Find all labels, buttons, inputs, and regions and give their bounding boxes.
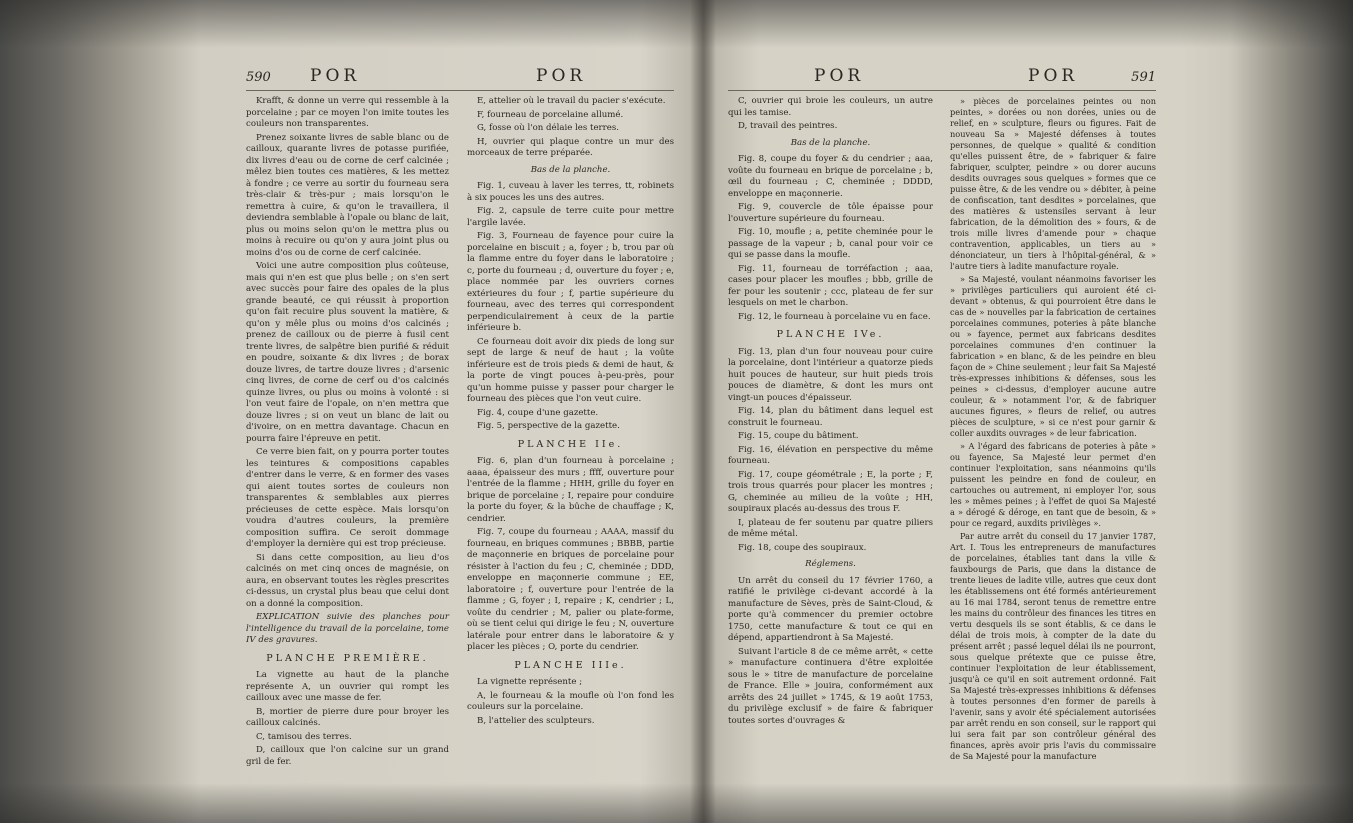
plate-heading: PLANCHE PREMIÈRE. bbox=[266, 652, 429, 664]
right-column-2 bbox=[950, 96, 1156, 764]
paragraph: F, fourneau de porcelaine allumé. bbox=[477, 109, 624, 120]
paragraph: B, l'attelier des sculpteurs. bbox=[477, 715, 595, 726]
paragraph: A, le fourneau & la moufle où l'on fond les couleurs sur la porcelaine. bbox=[467, 690, 674, 712]
paragraph: Fig. 15, coupe du bâtiment. bbox=[738, 431, 859, 441]
paragraph: Suivant l'article 8 de ce même arrêt, « cette » manufacture continuera d'être exploitée sous le » titre de manufacture de porcelaine de France. Elle » jouira, conformément aux arrêts des 24 juillet » 1745, & 19 août 1753, du privilège exclusif » de faire & fabriquer toutes sortes d'ouvrages & bbox=[728, 646, 933, 726]
paragraph: » Sa Majesté, voulant néanmoins favoriser les » privilèges particuliers qui auroient été ci-devant » obtenus, & qui pourroient être dans le cas de » nouvelles par la fabrication de certaines porcelaines communes, poteries à pâte blanche ou » fayence, permet aux fabricans desdites porcelaines communes d'en continuer la fabrication » en blanc, & de les peindre en bleu façon de » Chine seulement ; leur fait Sa Majesté très-expresses inhibitions & défenses, sous les peines » ci-dessus, d'employer aucune autre couleur, & » notamment l'or, & de fabriquer aucunes figures, » fleurs de relief, ou autres pièces de sculpture, » si ce n'est pour garnir & coller auxdits ouvrages » de leur fabrication. bbox=[950, 274, 1156, 438]
plate-heading: PLANCHE IIe. bbox=[517, 438, 624, 450]
page-number: 590 bbox=[246, 70, 271, 85]
paragraph: Fig. 2, capsule de terre cuite pour mettre l'argile lavée. bbox=[467, 206, 674, 228]
paragraph: Fig. 12, le fourneau à porcelaine vu en face. bbox=[738, 311, 931, 322]
paragraph: Un arrêt du conseil du 17 février 1760, a ratifié le privilège ci-devant accordé à la manufacture de Sèves, près de Saint-Cloud, & porte qu'à commencer du premier octobre 1750, cette manufacture & tout ce qui en dépend, appartiendront à Sa Majesté. bbox=[728, 575, 933, 643]
paragraph: Fig. 11, fourneau de torréfaction ; aaa, cases pour placer les moufles ; bbb, grille de fer pour les soutenir ; ccc, plateau de fer sur lesquels on met le charbon. bbox=[728, 263, 933, 308]
paragraph: Fig. 17, coupe géométrale ; E, la porte ; F, trois trous quarrés pour placer les montres ; G, cheminée au milieu de la voûte ; HH, soupiraux placés au-dessus des trous F. bbox=[728, 469, 933, 514]
paragraph: Ce fourneau doit avoir dix pieds de long sur sept de large & neuf de haut ; la voûte inférieure est de trois pieds & demi de haut, & la porte de vingt pouces à-peu-près, pour qu'un homme puisse y passer pour charger le fourneau des pièces que l'on veut cuire. bbox=[467, 336, 674, 404]
running-head: POR bbox=[310, 66, 361, 86]
paragraph: D, travail des peintres. bbox=[738, 121, 838, 131]
page-shadow-top bbox=[0, 0, 1353, 48]
paragraph: C, tamisou des terres. bbox=[256, 731, 352, 742]
header-rule bbox=[246, 90, 674, 91]
book-gutter bbox=[690, 0, 716, 823]
paragraph: Fig. 9, couvercle de tôle épaisse pour l'ouverture supérieure du fourneau. bbox=[728, 202, 933, 224]
section-heading: EXPLICATION suivie des planches pour l'intelligence du travail de la porcelaine, tome IV des gravures. bbox=[246, 612, 449, 645]
paragraph: Krafft, & donne un verre qui ressemble à la porcelaine ; par ce moyen l'on imite toutes les couleurs non transparentes. bbox=[246, 96, 449, 129]
paragraph: Fig. 14, plan du bâtiment dans lequel est construit le fourneau. bbox=[728, 406, 933, 428]
paragraph: Fig. 5, perspective de la gazette. bbox=[477, 421, 620, 431]
paragraph: G, fosse où l'on délaie les terres. bbox=[477, 123, 619, 133]
right-column-1 bbox=[728, 96, 933, 729]
paragraph: Fig. 4, coupe d'une gazette. bbox=[477, 407, 599, 418]
paragraph: E, attelier où le travail du pacier s'exécute. bbox=[477, 96, 666, 106]
paragraph: Fig. 16, élévation en perspective du même fourneau. bbox=[728, 444, 933, 466]
paragraph: Voici une autre composition plus coûteuse, mais qui n'en est que plus belle ; on s'en sert avec succès pour faire des opales de la plus grande beauté, ce qui réussit à proportion qu'on fait recuire plus souvent la matière, & qu'on y mêle plus ou moins d'os calcinés ; prenez de cailloux ou de pierre à fusil cent trente livres, de salpêtre bien purifié & réduit en poudre, soixante & dix livres ; de borax douze livres, de tartre douze livres ; d'arsenic cinq livres, de corne de cerf ou d'os calcinés quinze livres, ou plus ou moins à volonté : si l'on veut faire de l'opale, on n'en mettra que douze livres ; si on veut un blanc de lait ou d'ivoire, on en mettra davantage. Chacun en pourra faire l'épreuve en petit. bbox=[246, 261, 449, 444]
header-rule bbox=[728, 90, 1156, 91]
paragraph: C, ouvrier qui broie les couleurs, un autre qui les tamise. bbox=[728, 96, 933, 118]
paragraph: La vignette représente ; bbox=[477, 677, 583, 687]
page-number: 591 bbox=[1131, 70, 1156, 85]
paragraph: Fig. 18, coupe des soupiraux. bbox=[738, 542, 867, 553]
subheading: Bas de la planche. bbox=[790, 137, 871, 148]
paragraph: Par autre arrêt du conseil du 17 janvier 1787, Art. I. Tous les entrepreneurs de manufactures de porcelaines, établies tant dans la ville & fauxbourgs de Paris, que dans la distance de trente lieues de ladite ville, autres que ceux dont les établissemens ont été formés antérieurement au 16 mai 1784, seront tenus de remettre entre les mains du contrôleur des finances les titres en vertu desquels ils se sont établis, & ce dans le délai de trois mois, à compter de la date du présent arrêt ; passé lequel délai ils ne pourront, sous quelque prétexte que ce puisse être, continuer l'exploitation de leur établissement, jusqu'à ce qu'il en soit autrement ordonné. Fait Sa Majesté très-expresses inhibitions & défenses à toutes personnes d'en former de pareils à l'avenir, sans y avoir été spécialement autorisées par arrêt rendu en son conseil, sur le rapport qui lui sera fait par son contrôleur général des finances, après avoir pris l'avis du commissaire de Sa Majesté pour la manufacture bbox=[950, 531, 1156, 761]
paragraph: Fig. 6, plan d'un fourneau à porcelaine ; aaaa, épaisseur des murs ; ffff, ouverture pour l'entrée de la flamme ; HHH, grille du foyer en brique de porcelaine ; I, repaire pour conduire la porte du foyer, & la bûche de chauffage ; K, cendrier. bbox=[467, 456, 674, 524]
plate-heading: PLANCHE IIIe. bbox=[514, 659, 627, 671]
paragraph: Fig. 3, Fourneau de fayence pour cuire la porcelaine en biscuit ; a, foyer ; b, trou par où la flamme entre du foyer dans le laboratoire ; c, porte du fourneau ; d, ouverture du foyer ; e, place nommée par les ouvriers cornes extérieures du four ; f, partie supérieure du fourneau, avec des terres qui correspondent perpendiculairement à ceux de la partie inférieure b. bbox=[467, 231, 674, 333]
right-page bbox=[728, 66, 1156, 766]
paragraph: H, ouvrier qui plaque contre un mur des morceaux de terre préparée. bbox=[467, 136, 674, 158]
paragraph: Prenez soixante livres de sable blanc ou de cailloux, quarante livres de potasse purifiée, dix livres d'eau ou de corne de cerf calcinée ; mêlez bien toutes ces matières, & les mettez à fondre ; ce verre au sortir du fourneau sera très-clair & très-pur ; mais lorsqu'on le remettra à cuire, & qu'on le travaillera, il deviendra semblable à l'opale ou blanc de lait, plus ou moins selon qu'on le mettra plus ou moins à recuire ou qu'on y aura joint plus ou moins d'os ou de corne de cerf calcinée. bbox=[246, 132, 449, 258]
running-head: POR bbox=[814, 66, 865, 86]
left-column-1 bbox=[246, 96, 449, 770]
paragraph: Fig. 13, plan d'un four nouveau pour cuire la porcelaine, dont l'intérieur a quatorze pieds huit pouces de hauteur, sur huit pieds trois pouces de diamètre, & dont les murs ont vingt-un pouces d'épaisseur. bbox=[728, 346, 933, 403]
subheading: Bas de la planche. bbox=[530, 164, 611, 175]
running-head: POR bbox=[1028, 66, 1079, 86]
subheading: Réglemens. bbox=[805, 559, 856, 569]
left-column-2 bbox=[467, 96, 674, 729]
paragraph: Si dans cette composition, au lieu d'os calcinés on met cinq onces de magnésie, on aura, en observant toutes les règles prescrites ci-dessus, un crystal plus beau que celui dont on a donné la composition. bbox=[246, 552, 449, 609]
paragraph: » pièces de porcelaines peintes ou non peintes, » dorées ou non dorées, unies ou de relief, en » sculpture, fleurs ou figures. Fait de nouveau Sa » Majesté défenses à toutes personnes, de quelque » qualité & condition qu'elles puissent être, de » fabriquer & faire fabriquer, sculpter, peindre » ou dorer aucuns desdits ouvrages sous quelques » formes que ce puisse être, & de les vendre ou » débiter, à peine de confiscation, tant desdites » porcelaines, que des matières & ustensiles servant à leur fabrication, de la démolition des » fours, & de trois mille livres d'amende pour » chaque contravention, applicables, un tiers au » dénonciateur, un tiers à l'hôpital-général, & » l'autre tiers à ladite manufacture royale. bbox=[950, 96, 1156, 271]
paragraph: D, cailloux que l'on calcine sur un grand gril de fer. bbox=[246, 745, 449, 767]
paragraph: Fig. 7, coupe du fourneau ; AAAA, massif du fourneau, en briques communes ; BBBB, partie de maçonnerie en briques de porcelaine pour résister à l'action du feu ; C, cheminée ; DDD, enveloppe en maçonnerie commune ; EE, laboratoire ; f, ouverture pour l'entrée de la flamme ; G, foyer ; I, repaire ; K, cendrier ; L, voûte du cendrier ; M, palier ou plate-forme, où se tient celui qui dirige le feu ; N, ouverture latérale pour entrer dans le laboratoire & y placer les pièces ; O, porte du cendrier. bbox=[467, 527, 674, 652]
page-shadow-bottom bbox=[0, 783, 1353, 823]
plate-heading: PLANCHE IVe. bbox=[776, 329, 885, 340]
paragraph: La vignette au haut de la planche représente A, un ouvrier qui rompt les cailloux avec une masse de fer. bbox=[246, 670, 449, 703]
paragraph: Fig. 1, cuveau à laver les terres, tt, robinets à six pouces les uns des autres. bbox=[467, 181, 674, 203]
paragraph: Ce verre bien fait, on y pourra porter toutes les teintures & compositions capables d'entrer dans le verre, & en former des vases qui aient toutes sortes de couleurs non transparentes & semblables aux pierres précieuses de cette espèce. Mais lorsqu'on voudra d'autres couleurs, la première composition suffira. Ce seroit dommage d'employer la dernière qui est trop précieuse. bbox=[246, 447, 449, 549]
running-head: POR bbox=[536, 66, 587, 86]
left-page-header bbox=[246, 66, 674, 88]
paragraph: Fig. 10, moufle ; a, petite cheminée pour le passage de la vapeur ; b, canal pour voir ce qui se passe dans la moufle. bbox=[728, 227, 933, 260]
paragraph: I, plateau de fer soutenu par quatre piliers de même métal. bbox=[728, 517, 933, 539]
paragraph: B, mortier de pierre dure pour broyer les cailloux calcinés. bbox=[246, 706, 449, 728]
left-page bbox=[246, 66, 674, 766]
paragraph: » A l'égard des fabricans de poteries à pâte » ou fayence, Sa Majesté leur permet d'en continuer l'exploitation, sans néanmoins qu'ils puissent les peindre en fond de couleur, en cartouches ou autrement, ni employer l'or, sous les » mêmes peines ; à l'effet de quoi Sa Majesté a » dérogé & déroge, en tant que de besoin, & » pour ce regard, auxdits privilèges ». bbox=[950, 441, 1156, 528]
paragraph: Fig. 8, coupe du foyer & du cendrier ; aaa, voûte du fourneau en brique de porcelaine ; b, œil du fourneau ; C, cheminée ; DDDD, enveloppe en maçonnerie. bbox=[728, 154, 933, 199]
right-page-header bbox=[728, 66, 1156, 88]
